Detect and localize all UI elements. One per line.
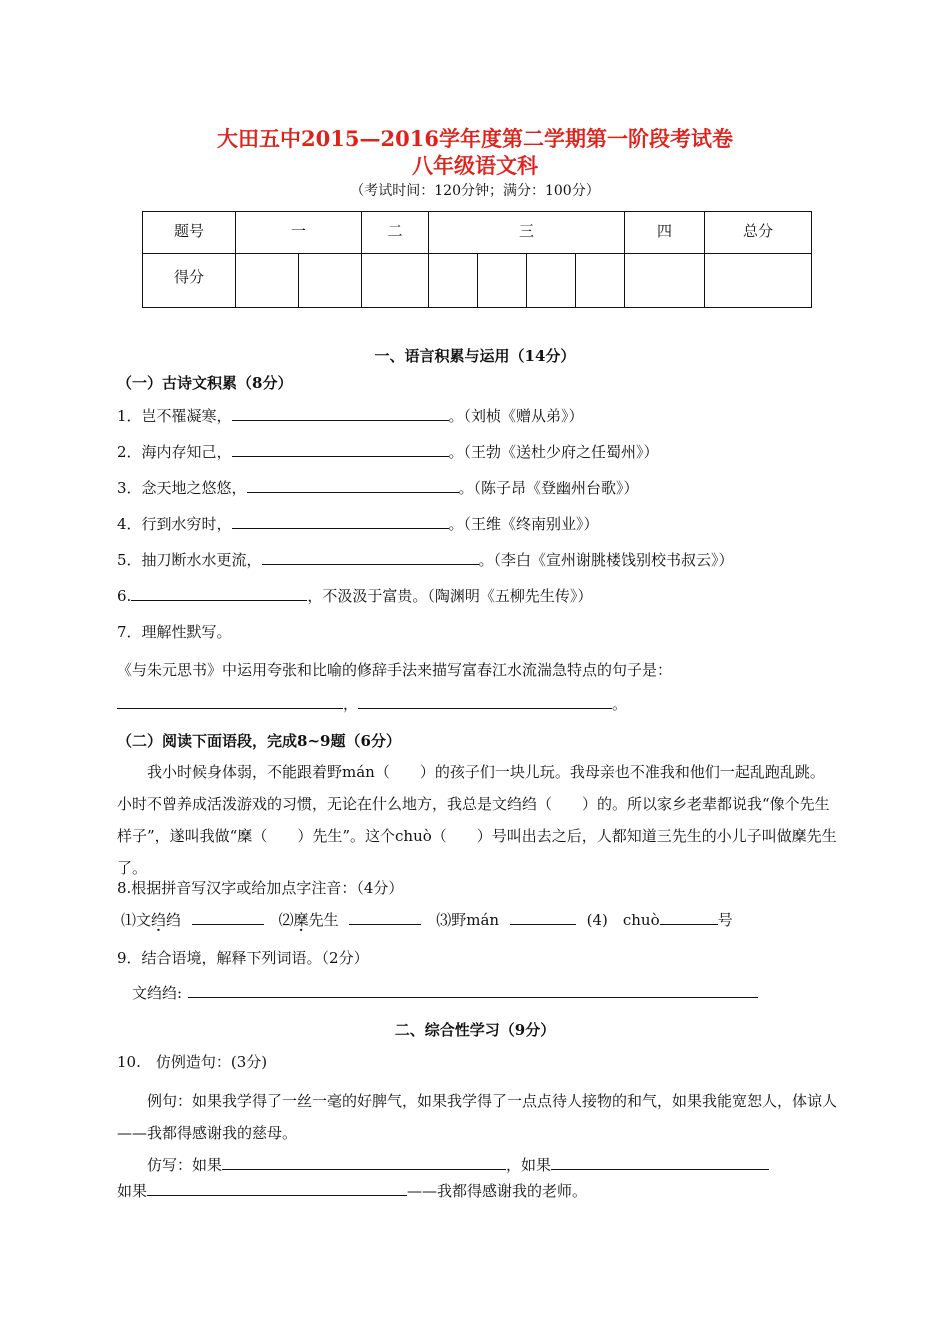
- question-7-answer: ， 。: [117, 693, 627, 714]
- score-cell[interactable]: [362, 254, 429, 308]
- question-4: 4．行到水穷时， 。（王维《终南别业》）: [117, 515, 599, 533]
- question-2: 2．海内存知己， 。（王勃《送杜少府之任蜀州》）: [117, 443, 659, 461]
- question-8-items: ⑴文绉绉 ⑵穈先生 ⑶野mán (4) chuò 号: [121, 911, 733, 929]
- question-9-label: 9．结合语境，解释下列词语。（2分）: [117, 949, 369, 967]
- question-3: 3．念天地之悠悠， 。（陈子昂《登幽州台歌》）: [117, 479, 639, 497]
- answer-blank[interactable]: [510, 910, 576, 925]
- question-5: 5．抽刀断水水更流， 。（李白《宣州谢朓楼饯别校书叔云》）: [117, 551, 734, 569]
- answer-blank[interactable]: [247, 478, 459, 493]
- answer-blank[interactable]: [232, 406, 449, 421]
- question-7-label: 7．理解性默写。: [117, 623, 232, 641]
- score-cell[interactable]: [705, 254, 812, 308]
- score-cell[interactable]: [478, 254, 527, 308]
- answer-blank[interactable]: [262, 550, 479, 565]
- score-header-cell: 总分: [705, 212, 812, 254]
- score-cell[interactable]: [236, 254, 299, 308]
- answer-blank[interactable]: [660, 910, 718, 925]
- score-header-cell: 一: [236, 212, 362, 254]
- score-cell[interactable]: [527, 254, 576, 308]
- answer-blank[interactable]: [192, 910, 264, 925]
- question-7-text: 《与朱元思书》中运用夸张和比喻的修辞手法来描写富春江水流湍急特点的句子是：: [117, 661, 673, 679]
- score-cell[interactable]: [429, 254, 478, 308]
- dotted-char: 绉: [151, 911, 167, 929]
- score-cell[interactable]: [576, 254, 625, 308]
- answer-blank[interactable]: [551, 1155, 769, 1170]
- score-header-cell: 四: [625, 212, 705, 254]
- part1-heading: （一）古诗文积累（8分）: [117, 374, 293, 392]
- imitate-line-2: 如果 ——我都得感谢我的老师。: [117, 1182, 588, 1200]
- exam-title: 大田五中2015—2016学年度第二学期第一阶段考试卷: [217, 126, 733, 151]
- section2-heading: 二、综合性学习（9分）: [394, 1021, 556, 1039]
- answer-blank[interactable]: [117, 694, 343, 709]
- score-header-cell: 三: [429, 212, 625, 254]
- answer-blank[interactable]: [349, 910, 421, 925]
- answer-blank[interactable]: [147, 1181, 407, 1196]
- part2-heading: （二）阅读下面语段，完成8~9题（6分）: [117, 732, 401, 750]
- example-sentence: 例句：如果我学得了一丝一毫的好脾气，如果我学得了一点点待人接物的和气，如果我能宽恕人，体谅人——我都得感谢我的慈母。: [117, 1092, 838, 1142]
- score-cell[interactable]: [625, 254, 705, 308]
- imitate-line-1: 仿写：如果 ，如果: [147, 1154, 769, 1175]
- question-6: 6. ，不汲汲于富贵。（陶渊明《五柳先生传》）: [117, 587, 593, 605]
- reading-passage: 我小时候身体弱，不能跟着野mán（ ）的孩子们一块儿玩。我母亲也不准我和他们一起乱跑乱跳。小时不曾养成活泼游戏的习惯，无论在什么地方，我总是文绉绉（ ）的。所以家乡老辈都说我“像个先生样子”，遂叫我做“穈（ ）先生”。这个chuò（ ）号叫出去之后，人都知道三先生的小儿子叫做穈先生了。: [117, 763, 837, 877]
- dotted-char: 穈: [293, 911, 309, 929]
- score-row-label: 得分: [143, 254, 236, 308]
- score-header-cell: 二: [362, 212, 429, 254]
- question-8-label: 8.根据拼音写汉字或给加点字注音：（4分）: [117, 879, 404, 897]
- score-header-cell: 题号: [143, 212, 236, 254]
- answer-blank[interactable]: [358, 694, 612, 709]
- section1-heading: 一、语言积累与运用（14分）: [374, 347, 576, 365]
- answer-blank[interactable]: [188, 983, 758, 998]
- answer-blank[interactable]: [232, 442, 449, 457]
- exam-info: （考试时间：120分钟；满分：100分）: [350, 183, 600, 199]
- question-10-label: 10. 仿例造句：(3分): [117, 1053, 268, 1071]
- score-cell[interactable]: [299, 254, 362, 308]
- score-table: [142, 211, 812, 308]
- exam-subject: 八年级语文科: [412, 153, 538, 178]
- question-1: 1．岂不罹凝寒， 。（刘桢《赠从弟》）: [117, 407, 584, 425]
- answer-blank[interactable]: [222, 1155, 506, 1170]
- question-9-term: 文绉绉:: [132, 982, 758, 1003]
- answer-blank[interactable]: [131, 586, 307, 601]
- answer-blank[interactable]: [232, 514, 449, 529]
